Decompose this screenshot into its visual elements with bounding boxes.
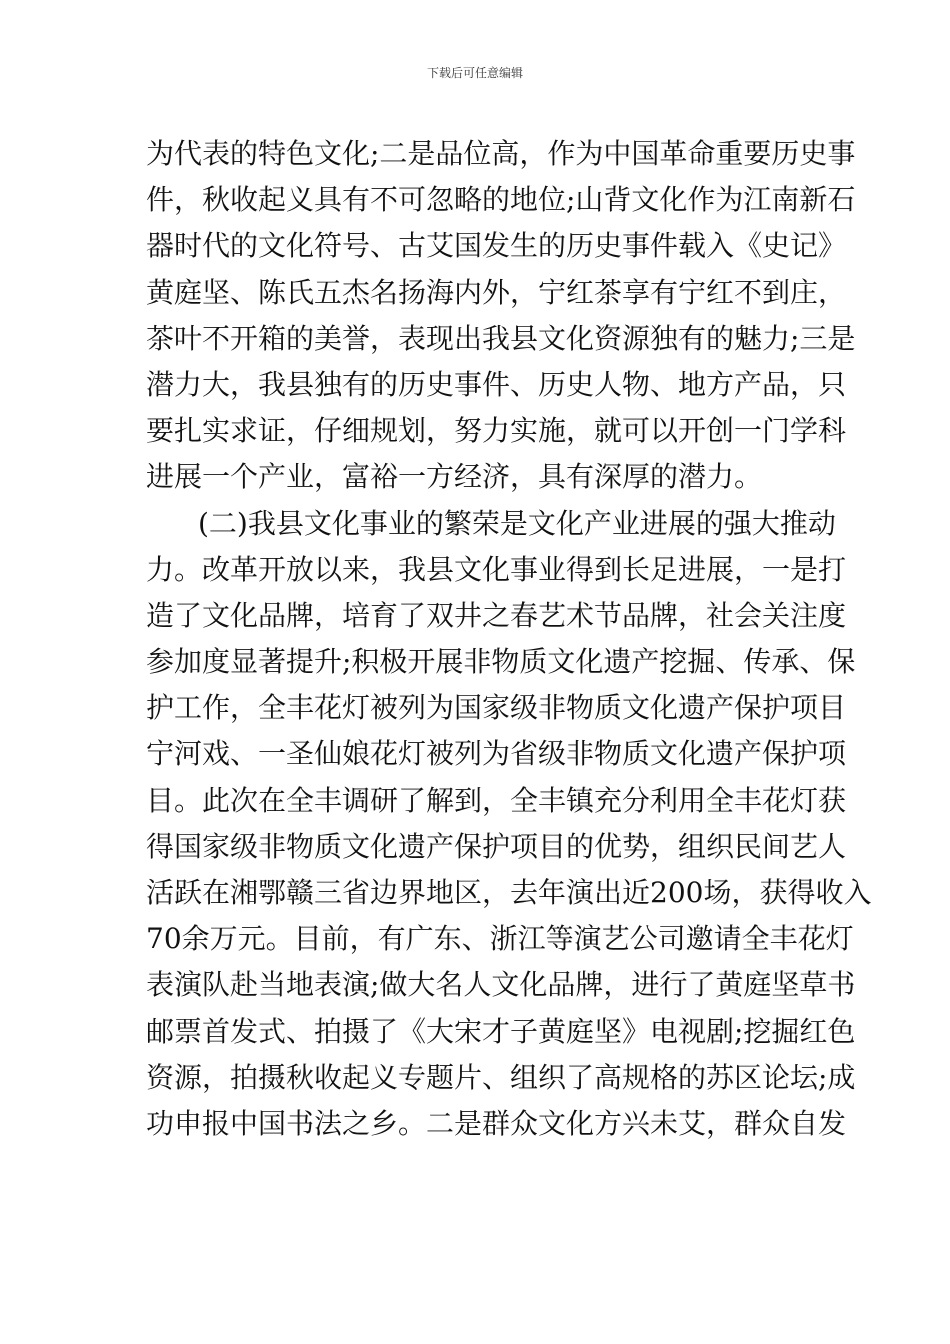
text-line: 要扎实求证，仔细规划，努力实施，就可以开创一门学科: [146, 414, 847, 448]
text-line: 邮票首发式、拍摄了《大宋才子黄庭坚》电视剧;挖掘红色: [146, 1014, 856, 1048]
text-line: 参加度显著提升;积极开展非物质文化遗产挖掘、传承、保: [146, 645, 856, 679]
text-line: 茶叶不开箱的美誉，表现出我县文化资源独有的魅力;三是: [146, 321, 856, 355]
text-line: 器时代的文化符号、古艾国发生的历史事件载入《史记》: [146, 229, 847, 263]
text-line: 潜力大，我县独有的历史事件、历史人物、地方产品，只: [146, 367, 847, 401]
text-line: 宁河戏、一圣仙娘花灯被列为省级非物质文化遗产保护项: [146, 737, 847, 771]
text-line: 造了文化品牌，培育了双井之春艺术节品牌，社会关注度: [146, 598, 847, 632]
text-line: 进展一个产业，富裕一方经济，具有深厚的潜力。: [146, 460, 763, 494]
text-line: 目。此次在全丰调研了解到，全丰镇充分利用全丰花灯获: [146, 783, 847, 817]
body-text: [146, 131, 872, 1147]
text-line: 得国家级非物质文化遗产保护项目的优势，组织民间艺人: [146, 829, 847, 863]
text-line: 70余万元。目前，有广东、浙江等演艺公司邀请全丰花灯: [146, 922, 854, 956]
text-line: 护工作，全丰花灯被列为国家级非物质文化遗产保护项目: [146, 691, 847, 725]
text-line: 黄庭坚、陈氏五杰名扬海内外，宁红茶享有宁红不到庄，: [146, 275, 847, 309]
text-line: 活跃在湘鄂赣三省边界地区，去年演出近200场，获得收入: [146, 876, 872, 909]
text-line: 功申报中国书法之乡。二是群众文化方兴未艾，群众自发: [146, 1106, 847, 1140]
text-line: 表演队赴当地表演;做大名人文化品牌，进行了黄庭坚草书: [146, 968, 856, 1002]
paragraph-first-line: (二)我县文化事业的繁荣是文化产业进展的强大推动: [198, 506, 836, 540]
page-header: 下载后可任意编辑: [426, 66, 523, 80]
text-line: 件，秋收起义具有不可忽略的地位;山背文化作为江南新石: [146, 183, 856, 217]
text-line: 力。改革开放以来，我县文化事业得到长足进展，一是打: [146, 552, 847, 586]
text-line: 为代表的特色文化;二是品位高，作为中国革命重要历史事: [146, 137, 856, 170]
text-line: 资源，拍摄秋收起义专题片、组织了高规格的苏区论坛;成: [146, 1060, 856, 1094]
